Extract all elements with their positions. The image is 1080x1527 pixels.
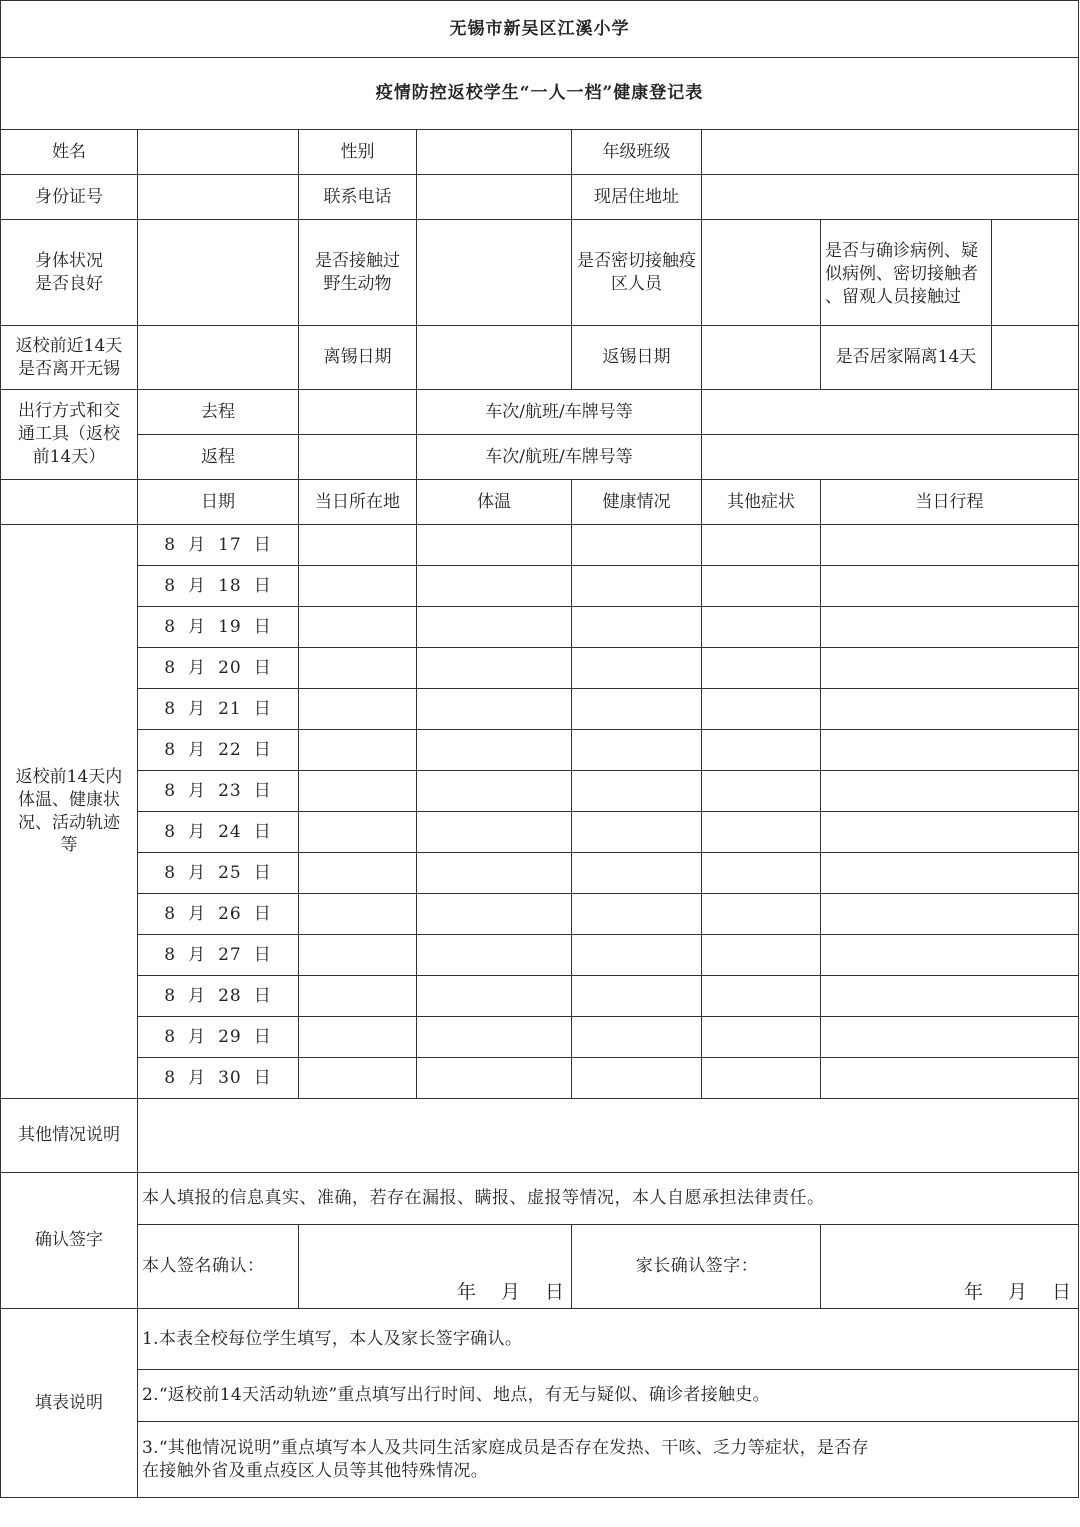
daily-symptoms-field[interactable] <box>702 525 821 566</box>
daily-health-field[interactable] <box>572 894 702 935</box>
return-date-field[interactable] <box>702 326 821 390</box>
daily-symptoms-field[interactable] <box>702 812 821 853</box>
daily-month: 8 <box>164 575 177 596</box>
leave-date-field[interactable] <box>417 326 572 390</box>
daily-day: 30 <box>218 1067 242 1088</box>
daily-month: 8 <box>164 657 177 678</box>
daily-row <box>1 689 1079 730</box>
daily-temperature-field[interactable] <box>417 976 572 1017</box>
daily-month-unit: 月 <box>188 1067 207 1088</box>
parent-sign-date <box>940 1280 1072 1306</box>
confirm-sign-label: 确认签字 <box>1 1173 138 1309</box>
parent-sign-year: 年 <box>963 1281 984 1304</box>
daily-month: 8 <box>164 698 177 719</box>
close-contact-line-1: 是否密切接触疫 <box>577 250 696 271</box>
daily-date <box>138 689 299 730</box>
self-sign-field[interactable] <box>299 1225 572 1309</box>
return-date-label: 返锡日期 <box>572 326 702 390</box>
wildlife-contact-label <box>299 220 417 326</box>
daily-month-unit: 月 <box>188 739 207 760</box>
other-situation-field[interactable] <box>138 1099 1079 1173</box>
wildlife-contact-line-1: 是否接触过 <box>315 250 400 271</box>
declaration-text: 本人填报的信息真实、准确，若存在漏报、瞒报、虚报等情况，本人自愿承担法律责任。 <box>138 1173 1079 1225</box>
daily-location-field[interactable] <box>299 1017 417 1058</box>
daily-day-unit: 日 <box>253 616 272 637</box>
daily-health-field[interactable] <box>572 853 702 894</box>
close-contact-line-2: 区人员 <box>611 273 662 294</box>
daily-health-field[interactable] <box>572 566 702 607</box>
daily-temperature-field[interactable] <box>417 1058 572 1099</box>
daily-row <box>1 648 1079 689</box>
daily-day: 23 <box>218 780 242 801</box>
daily-symptoms-field[interactable] <box>702 894 821 935</box>
daily-temperature-field[interactable] <box>417 812 572 853</box>
phone-field[interactable] <box>417 175 572 220</box>
daily-records <box>1 525 1079 1099</box>
daily-month: 8 <box>164 534 177 555</box>
daily-health-field[interactable] <box>572 771 702 812</box>
gender-field[interactable] <box>417 130 572 175</box>
daily-day-unit: 日 <box>253 698 272 719</box>
health-status-label <box>1 220 138 326</box>
daily-health-field[interactable] <box>572 730 702 771</box>
daily-health-field[interactable] <box>572 812 702 853</box>
travel-mode-line-1: 出行方式和交 <box>18 401 120 422</box>
left-wuxi-field[interactable] <box>138 326 299 390</box>
daily-row <box>1 976 1079 1017</box>
daily-health-field[interactable] <box>572 1058 702 1099</box>
daily-symptoms-field[interactable] <box>702 689 821 730</box>
daily-itinerary-field[interactable] <box>821 648 1079 689</box>
grade-class-field[interactable] <box>702 130 1079 175</box>
travel-mode-label <box>1 390 138 480</box>
daily-day: 24 <box>218 821 242 842</box>
left-wuxi-line-1: 返校前近14天 <box>15 335 123 356</box>
daily-month: 8 <box>164 1067 177 1088</box>
outbound-vehicle-field[interactable] <box>702 390 1079 435</box>
daily-date <box>138 730 299 771</box>
gender-label: 性别 <box>299 130 417 175</box>
daily-date <box>138 607 299 648</box>
daily-symptoms-field[interactable] <box>702 771 821 812</box>
daily-month-unit: 月 <box>188 780 207 801</box>
other-situation-label: 其他情况说明 <box>1 1099 138 1173</box>
health-header: 健康情况 <box>572 480 702 525</box>
outbound-vehicle-label: 车次/航班/车牌号等 <box>417 390 702 435</box>
daily-month-unit: 月 <box>188 821 207 842</box>
daily-symptoms-field[interactable] <box>702 607 821 648</box>
daily-date <box>138 525 299 566</box>
daily-itinerary-field[interactable] <box>821 894 1079 935</box>
daily-row <box>1 730 1079 771</box>
daily-day: 19 <box>218 616 242 637</box>
daily-row <box>1 607 1079 648</box>
outbound-field[interactable] <box>299 390 417 435</box>
daily-itinerary-field[interactable] <box>821 771 1079 812</box>
parent-sign-label: 家长确认签字： <box>572 1225 821 1309</box>
itinerary-header: 当日行程 <box>821 480 1079 525</box>
daily-temperature-field[interactable] <box>417 1017 572 1058</box>
daily-temperature-field[interactable] <box>417 648 572 689</box>
daily-month: 8 <box>164 944 177 965</box>
daily-itinerary-field[interactable] <box>821 607 1079 648</box>
wildlife-contact-field[interactable] <box>417 220 572 326</box>
daily-symptoms-field[interactable] <box>702 648 821 689</box>
instruction-item-1: 1.本表全校每位学生填写，本人及家长签字确认。 <box>138 1309 1079 1370</box>
id-number-label: 身份证号 <box>1 175 138 220</box>
close-contact-field[interactable] <box>702 220 821 326</box>
daily-date <box>138 976 299 1017</box>
location-header: 当日所在地 <box>299 480 417 525</box>
name-label: 姓名 <box>1 130 138 175</box>
daily-day-unit: 日 <box>253 862 272 883</box>
return-trip-field[interactable] <box>299 435 417 480</box>
daily-section-line-4: 等 <box>60 835 78 856</box>
daily-month-unit: 月 <box>188 698 207 719</box>
confirmed-contact-line-3: 、留观人员接触过 <box>825 286 961 307</box>
daily-itinerary-field[interactable] <box>821 853 1079 894</box>
daily-date <box>138 935 299 976</box>
instructions-label: 填表说明 <box>1 1309 138 1498</box>
daily-health-field[interactable] <box>572 607 702 648</box>
header-blank <box>1 480 138 525</box>
daily-location-field[interactable] <box>299 525 417 566</box>
confirmed-contact-field[interactable] <box>992 220 1079 326</box>
daily-month: 8 <box>164 1026 177 1047</box>
daily-day-unit: 日 <box>253 657 272 678</box>
daily-symptoms-field[interactable] <box>702 1017 821 1058</box>
daily-month: 8 <box>164 616 177 637</box>
daily-date <box>138 566 299 607</box>
daily-symptoms-field[interactable] <box>702 935 821 976</box>
daily-date <box>138 648 299 689</box>
daily-date <box>138 853 299 894</box>
daily-month: 8 <box>164 821 177 842</box>
daily-health-field[interactable] <box>572 689 702 730</box>
quarantine-field[interactable] <box>992 326 1079 390</box>
daily-itinerary-field[interactable] <box>821 525 1079 566</box>
daily-itinerary-field[interactable] <box>821 730 1079 771</box>
daily-section-line-1: 返校前14天内 <box>15 766 123 787</box>
phone-label: 联系电话 <box>299 175 417 220</box>
daily-date <box>138 1017 299 1058</box>
daily-location-field[interactable] <box>299 853 417 894</box>
daily-row <box>1 935 1079 976</box>
confirmed-contact-line-1: 是否与确诊病例、疑 <box>825 241 978 261</box>
daily-day-unit: 日 <box>253 1067 272 1088</box>
daily-row <box>1 1058 1079 1099</box>
daily-location-field[interactable] <box>299 648 417 689</box>
daily-month-unit: 月 <box>188 862 207 883</box>
form-title: 疫情防控返校学生“一人一档”健康登记表 <box>1 58 1079 130</box>
daily-day-unit: 日 <box>253 903 272 924</box>
daily-month-unit: 月 <box>188 657 207 678</box>
parent-sign-month: 月 <box>1007 1281 1028 1304</box>
self-sign-day: 日 <box>544 1281 565 1304</box>
name-field[interactable] <box>138 130 299 175</box>
address-label: 现居住地址 <box>572 175 702 220</box>
daily-day-unit: 日 <box>253 575 272 596</box>
symptoms-header: 其他症状 <box>702 480 821 525</box>
date-header: 日期 <box>138 480 299 525</box>
daily-health-field[interactable] <box>572 1017 702 1058</box>
daily-symptoms-field[interactable] <box>702 566 821 607</box>
return-vehicle-label: 车次/航班/车牌号等 <box>417 435 702 480</box>
daily-month-unit: 月 <box>188 575 207 596</box>
daily-day-unit: 日 <box>253 739 272 760</box>
daily-location-field[interactable] <box>299 894 417 935</box>
daily-location-field[interactable] <box>299 607 417 648</box>
confirmed-contact-label <box>821 220 992 326</box>
daily-row <box>1 812 1079 853</box>
daily-symptoms-field[interactable] <box>702 1058 821 1099</box>
return-trip-label: 返程 <box>138 435 299 480</box>
daily-temperature-field[interactable] <box>417 607 572 648</box>
left-wuxi-label <box>1 326 138 390</box>
outbound-label: 去程 <box>138 390 299 435</box>
instruction-item-2: 2.“返校前14天活动轨迹”重点填写出行时间、地点，有无与疑似、确诊者接触史。 <box>138 1370 1079 1422</box>
school-name: 无锡市新吴区江溪小学 <box>1 1 1079 58</box>
daily-day-unit: 日 <box>253 985 272 1006</box>
daily-temperature-field[interactable] <box>417 525 572 566</box>
left-wuxi-line-2: 是否离开无锡 <box>18 358 120 379</box>
instruction-item-3-line-1: 3.“其他情况说明”重点填写本人及共同生活家庭成员是否存在发热、干咳、乏力等症状，是否存 <box>142 1437 869 1458</box>
confirmed-contact-line-2: 似病例、密切接触者 <box>825 263 978 284</box>
daily-row <box>1 525 1079 566</box>
daily-date <box>138 1058 299 1099</box>
daily-section-line-2: 体温、健康状 <box>18 789 120 810</box>
daily-day-unit: 日 <box>253 780 272 801</box>
daily-temperature-field[interactable] <box>417 689 572 730</box>
daily-location-field[interactable] <box>299 976 417 1017</box>
leave-date-label: 离锡日期 <box>299 326 417 390</box>
daily-month-unit: 月 <box>188 1026 207 1047</box>
daily-day-unit: 日 <box>253 1026 272 1047</box>
daily-itinerary-field[interactable] <box>821 935 1079 976</box>
daily-day: 21 <box>218 698 242 719</box>
daily-day-unit: 日 <box>253 944 272 965</box>
self-sign-year: 年 <box>456 1281 477 1304</box>
daily-symptoms-field[interactable] <box>702 730 821 771</box>
daily-location-field[interactable] <box>299 730 417 771</box>
id-number-field[interactable] <box>138 175 299 220</box>
quarantine-label: 是否居家隔离14天 <box>821 326 992 390</box>
instruction-item-3 <box>138 1422 1079 1498</box>
daily-day: 29 <box>218 1026 242 1047</box>
daily-temperature-field[interactable] <box>417 853 572 894</box>
daily-itinerary-field[interactable] <box>821 689 1079 730</box>
daily-location-field[interactable] <box>299 771 417 812</box>
daily-symptoms-field[interactable] <box>702 853 821 894</box>
daily-row <box>1 1017 1079 1058</box>
daily-month: 8 <box>164 739 177 760</box>
daily-section-line-3: 况、活动轨迹 <box>18 812 120 833</box>
daily-health-field[interactable] <box>572 976 702 1017</box>
daily-temperature-field[interactable] <box>417 730 572 771</box>
daily-location-field[interactable] <box>299 566 417 607</box>
self-sign-label: 本人签名确认： <box>138 1225 299 1309</box>
parent-sign-field[interactable] <box>821 1225 1079 1309</box>
daily-location-field[interactable] <box>299 1058 417 1099</box>
travel-mode-line-2: 通工具（返校 <box>18 424 120 445</box>
grade-class-label: 年级班级 <box>572 130 702 175</box>
daily-symptoms-field[interactable] <box>702 976 821 1017</box>
daily-health-field[interactable] <box>572 935 702 976</box>
daily-temperature-field[interactable] <box>417 771 572 812</box>
daily-health-field[interactable] <box>572 525 702 566</box>
health-status-line-1: 身体状况 <box>35 250 103 271</box>
daily-date <box>138 894 299 935</box>
daily-row <box>1 894 1079 935</box>
daily-itinerary-field[interactable] <box>821 976 1079 1017</box>
daily-date <box>138 812 299 853</box>
daily-temperature-field[interactable] <box>417 894 572 935</box>
self-sign-month: 月 <box>500 1281 521 1304</box>
daily-itinerary-field[interactable] <box>821 1017 1079 1058</box>
health-status-field[interactable] <box>138 220 299 326</box>
daily-day: 18 <box>218 575 242 596</box>
daily-day: 17 <box>218 534 242 555</box>
daily-month-unit: 月 <box>188 534 207 555</box>
daily-month: 8 <box>164 780 177 801</box>
daily-month: 8 <box>164 903 177 924</box>
health-status-line-2: 是否良好 <box>35 273 103 294</box>
daily-location-field[interactable] <box>299 935 417 976</box>
daily-day: 26 <box>218 903 242 924</box>
daily-row <box>1 853 1079 894</box>
daily-date <box>138 771 299 812</box>
daily-section-label <box>1 525 138 1099</box>
address-field[interactable] <box>702 175 1079 220</box>
wildlife-contact-line-2: 野生动物 <box>323 273 392 294</box>
close-contact-label <box>572 220 702 326</box>
daily-row <box>1 771 1079 812</box>
return-vehicle-field[interactable] <box>702 435 1079 480</box>
temperature-header: 体温 <box>417 480 572 525</box>
daily-month: 8 <box>164 985 177 1006</box>
daily-itinerary-field[interactable] <box>821 1058 1079 1099</box>
daily-month-unit: 月 <box>188 903 207 924</box>
daily-day: 27 <box>218 944 242 965</box>
daily-location-field[interactable] <box>299 812 417 853</box>
parent-sign-day: 日 <box>1051 1281 1072 1304</box>
daily-day: 22 <box>218 739 242 760</box>
daily-temperature-field[interactable] <box>417 935 572 976</box>
daily-month-unit: 月 <box>188 985 207 1006</box>
daily-day: 20 <box>218 657 242 678</box>
daily-day: 25 <box>218 862 242 883</box>
daily-month-unit: 月 <box>188 944 207 965</box>
daily-day-unit: 日 <box>253 821 272 842</box>
daily-day-unit: 日 <box>253 534 272 555</box>
daily-temperature-field[interactable] <box>417 566 572 607</box>
travel-mode-line-3: 前14天） <box>32 446 106 467</box>
daily-health-field[interactable] <box>572 648 702 689</box>
daily-itinerary-field[interactable] <box>821 566 1079 607</box>
daily-day: 28 <box>218 985 242 1006</box>
daily-month: 8 <box>164 862 177 883</box>
daily-itinerary-field[interactable] <box>821 812 1079 853</box>
self-sign-date <box>433 1280 565 1306</box>
daily-month-unit: 月 <box>188 616 207 637</box>
instruction-item-3-line-2: 在接触外省及重点疫区人员等其他特殊情况。 <box>142 1460 488 1481</box>
daily-location-field[interactable] <box>299 689 417 730</box>
daily-row <box>1 566 1079 607</box>
